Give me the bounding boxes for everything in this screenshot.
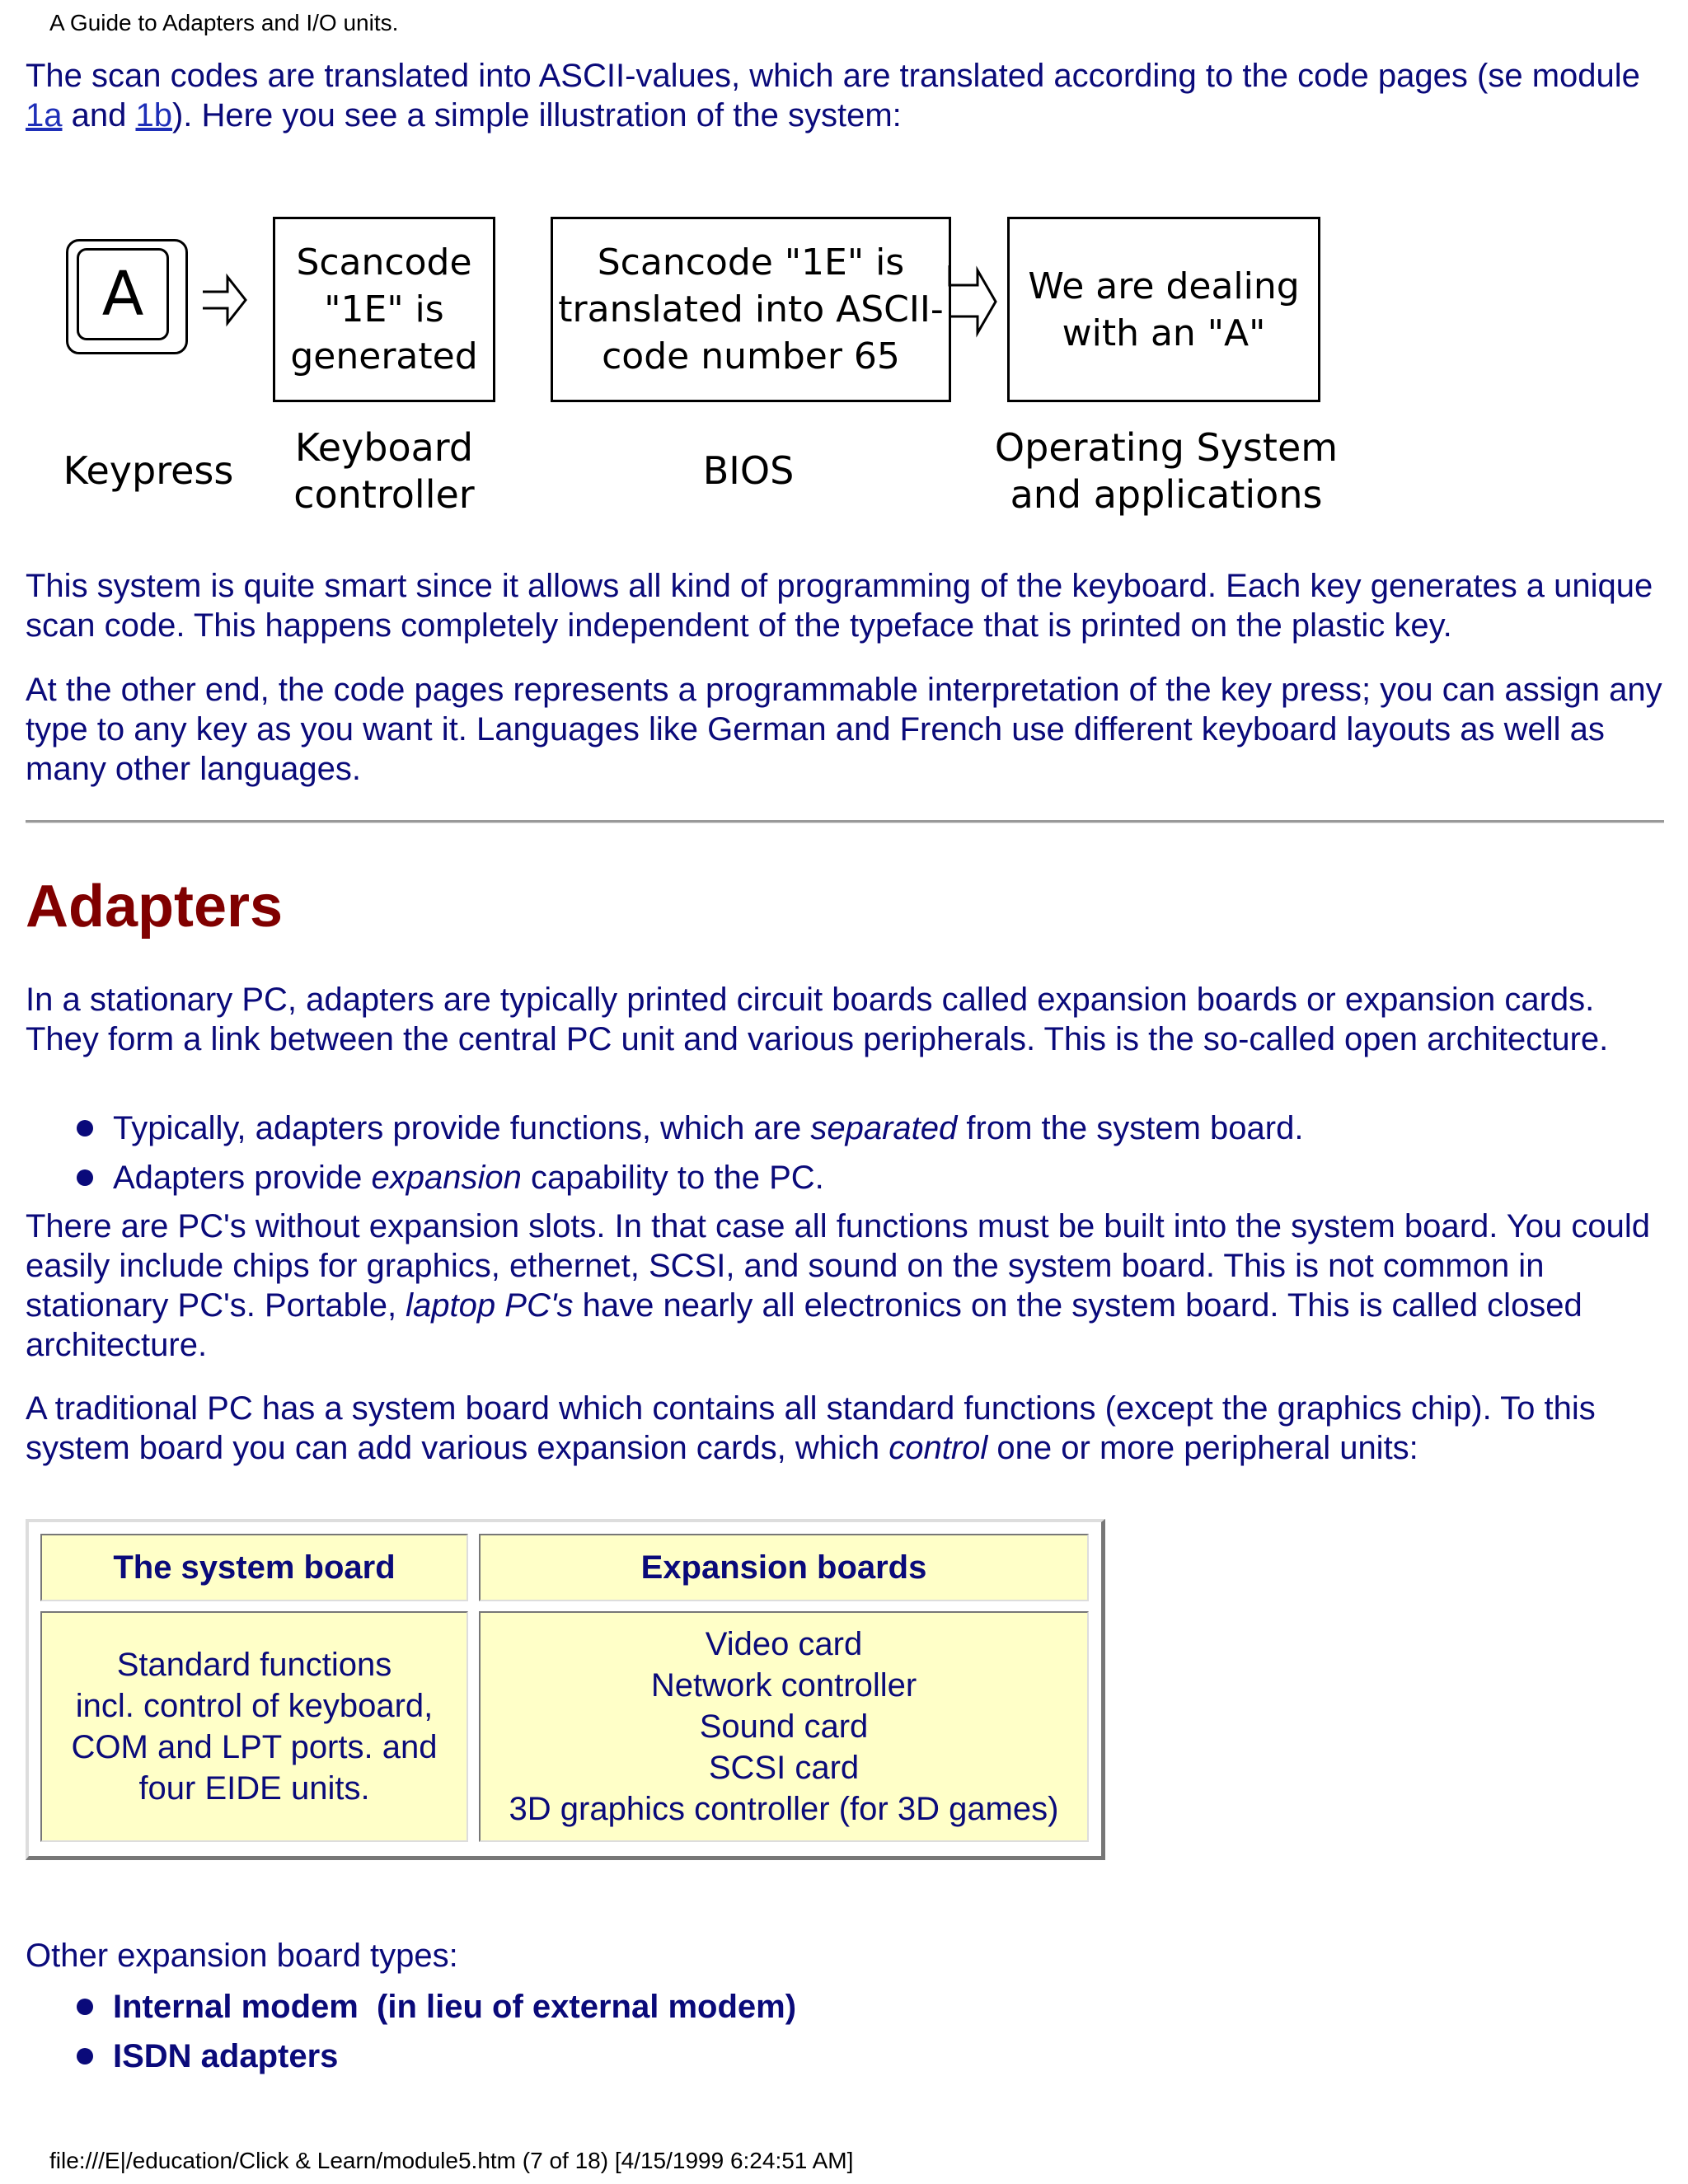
table-header-expansion-boards: Expansion boards — [479, 1534, 1089, 1601]
list-item-label: Internal modem (in lieu of external modem) — [113, 1989, 797, 2025]
cell-line: Sound card — [699, 1708, 869, 1745]
arrow-right-icon — [201, 272, 247, 328]
label-line: Keypress — [63, 448, 234, 493]
cell-line: SCSI card — [708, 1750, 860, 1786]
box-line: translated into ASCII- — [558, 288, 944, 330]
key-letter: A — [77, 248, 169, 340]
link-module-1b[interactable]: 1b — [135, 97, 172, 134]
link-module-1a[interactable]: 1a — [26, 97, 63, 134]
cell-line: 3D graphics controller (for 3D games) — [509, 1791, 1059, 1827]
section-title: Adapters — [26, 874, 284, 940]
intro-paragraph — [26, 56, 1666, 135]
table-header-system-board: The system board — [40, 1534, 468, 1601]
scancode-translated-box — [551, 217, 951, 402]
paragraph-traditional-pc — [26, 1389, 1666, 1468]
bullet-emphasis: separated — [810, 1110, 958, 1146]
bullet-text: Typically, adapters provide functions, which are — [113, 1110, 811, 1146]
cell-line: four EIDE units. — [138, 1770, 370, 1807]
table-cell-expansion-boards — [479, 1611, 1089, 1842]
bullet-emphasis: expansion — [371, 1160, 522, 1196]
box-line: generated — [290, 335, 478, 377]
cell-line: incl. control of keyboard, — [75, 1688, 434, 1724]
list-item — [0, 1982, 796, 2032]
label-keypress — [49, 448, 247, 494]
para-emphasis: laptop PC's — [406, 1287, 574, 1324]
cell-line: Video card — [705, 1626, 863, 1662]
intro-text-after: ). Here you see a simple illustration of the system: — [171, 97, 902, 134]
list-item — [0, 2032, 796, 2081]
list-item — [0, 1153, 1303, 1202]
cell-line: Network controller — [650, 1667, 917, 1704]
paragraph-closed-architecture — [26, 1207, 1666, 1365]
table-cell-system-board — [40, 1611, 468, 1842]
label-line: BIOS — [702, 448, 795, 493]
box-line: Scancode — [296, 241, 472, 284]
page-footer: file:///E|/education/Click & Learn/module5.htm (7 of 18) [4/15/1999 6:24:51 AM] — [49, 2148, 854, 2173]
bullet-icon — [77, 2048, 93, 2064]
paragraph-adapters-intro: In a stationary PC, adapters are typically printed circuit boards called expansion boards or expansion cards. They form a link between the central PC unit and various peripherals. This is the so-called open architecture. — [26, 982, 1609, 1057]
para-text: A traditional PC has a system board which contains all standard functions (except the graphics chip). To this system board you can add various expansion cards, which — [26, 1390, 1596, 1466]
adapter-bullets — [0, 1104, 1303, 1202]
box-line: with an "A" — [1062, 312, 1266, 354]
cell-line: COM and LPT ports. and — [71, 1729, 438, 1765]
boards-table — [26, 1519, 1105, 1860]
box-line: "1E" is — [324, 288, 444, 330]
label-keyboard-controller — [260, 424, 508, 518]
scancode-generated-box — [273, 217, 495, 402]
bullet-text: capability to the PC. — [521, 1160, 824, 1196]
other-types-intro: Other expansion board types: — [26, 1938, 458, 1974]
label-line: and applications — [1010, 472, 1323, 517]
bullet-text: Adapters provide — [113, 1160, 372, 1196]
box-line: code number 65 — [602, 335, 900, 377]
label-operating-system — [981, 424, 1352, 518]
label-line: Operating System — [994, 425, 1339, 470]
box-line: We are dealing — [1028, 265, 1300, 307]
label-line: controller — [293, 472, 475, 517]
bullet-icon — [77, 1169, 93, 1186]
bullet-icon — [77, 1120, 93, 1137]
para-emphasis: control — [889, 1430, 988, 1466]
label-line: Keyboard — [294, 425, 474, 470]
paragraph-smart-system: This system is quite smart since it allows all kind of programming of the keyboard. Each key generates a unique scan code. This happens completely independent of the typeface that is printed on the plastic key. — [26, 568, 1653, 644]
keyboard-flow-diagram — [0, 190, 1401, 536]
list-item — [0, 1104, 1303, 1153]
horizontal-rule — [26, 820, 1664, 823]
cell-line: Standard functions — [116, 1647, 392, 1683]
bullet-text: from the system board. — [957, 1110, 1304, 1146]
paragraph-code-pages: At the other end, the code pages represents a programmable interpretation of the key press; you can assign any type to any key as you want it. Languages like German and French use different keyboard layouts as well as many other languages. — [26, 672, 1662, 787]
para-text: There are PC's without expansion slots. In that case all functions must be built into the system board. You could easily include chips for graphics, ethernet, SCSI, and sound on the system board. This is not common in stationary PC's. Portable, — [26, 1208, 1650, 1324]
intro-text-and: and — [62, 97, 136, 134]
other-types-list — [0, 1982, 796, 2081]
list-item-label: ISDN adapters — [113, 2038, 339, 2074]
para-text: one or more peripheral units: — [987, 1430, 1418, 1466]
bullet-icon — [77, 1999, 93, 2015]
intro-text: The scan codes are translated into ASCII-values, which are translated according to the code pages (se module — [26, 58, 1640, 94]
page-header: A Guide to Adapters and I/O units. — [49, 10, 399, 35]
label-bios — [649, 448, 847, 494]
keyboard-key-icon — [66, 239, 188, 354]
bent-arrow-right-icon — [948, 264, 999, 338]
dealing-with-a-box — [1007, 217, 1320, 402]
box-line: Scancode "1E" is — [597, 241, 905, 284]
para-text: have nearly all electronics on the system board. This is called closed architecture. — [26, 1287, 1582, 1363]
